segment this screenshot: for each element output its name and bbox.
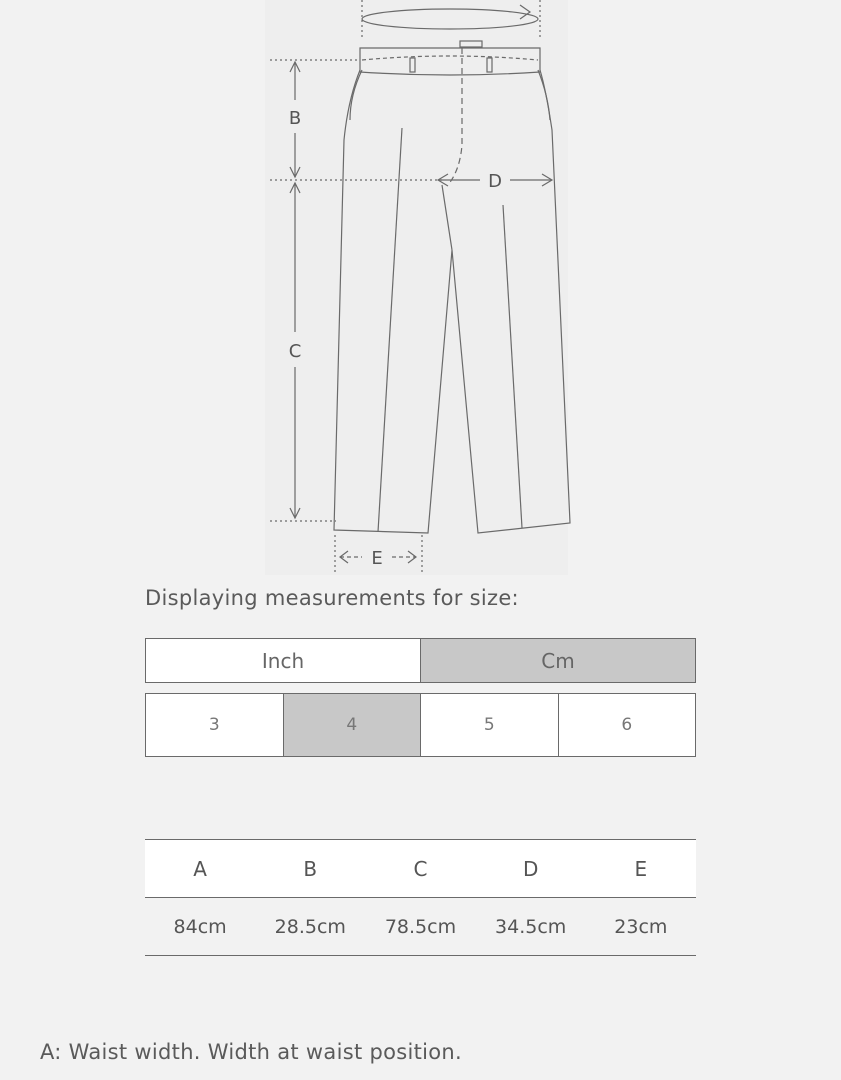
header-c: C <box>365 840 475 898</box>
size-option-6[interactable]: 6 <box>558 694 696 756</box>
header-a: A <box>145 840 255 898</box>
label-d: D <box>488 171 502 192</box>
value-a: 84cm <box>173 915 227 938</box>
size-option-4[interactable]: 4 <box>283 694 421 756</box>
size-selector <box>145 693 696 757</box>
unit-option-cm[interactable]: Cm <box>420 639 695 682</box>
unit-option-inch[interactable]: Inch <box>146 639 420 682</box>
measurement-header-row <box>145 840 696 898</box>
measurement-description: A: Waist width. Width at waist position. <box>40 1040 463 1064</box>
label-b: B <box>288 108 302 129</box>
waist-ellipse <box>362 9 538 29</box>
header-d: D <box>476 840 586 898</box>
size-option-3[interactable]: 3 <box>146 694 283 756</box>
value-c: 78.5cm <box>384 915 457 938</box>
header-b: B <box>255 840 365 898</box>
value-d: 34.5cm <box>495 915 567 938</box>
measurement-value-row <box>145 898 696 956</box>
size-option-5[interactable]: 5 <box>420 694 558 756</box>
value-e: 23cm <box>614 915 668 938</box>
measurement-table <box>145 839 696 956</box>
value-b: 28.5cm <box>274 915 346 938</box>
label-e: E <box>371 548 383 569</box>
label-c: C <box>288 341 302 362</box>
unit-toggle <box>145 638 696 683</box>
size-caption: Displaying measurements for size: <box>145 586 519 610</box>
header-e: E <box>586 840 696 898</box>
